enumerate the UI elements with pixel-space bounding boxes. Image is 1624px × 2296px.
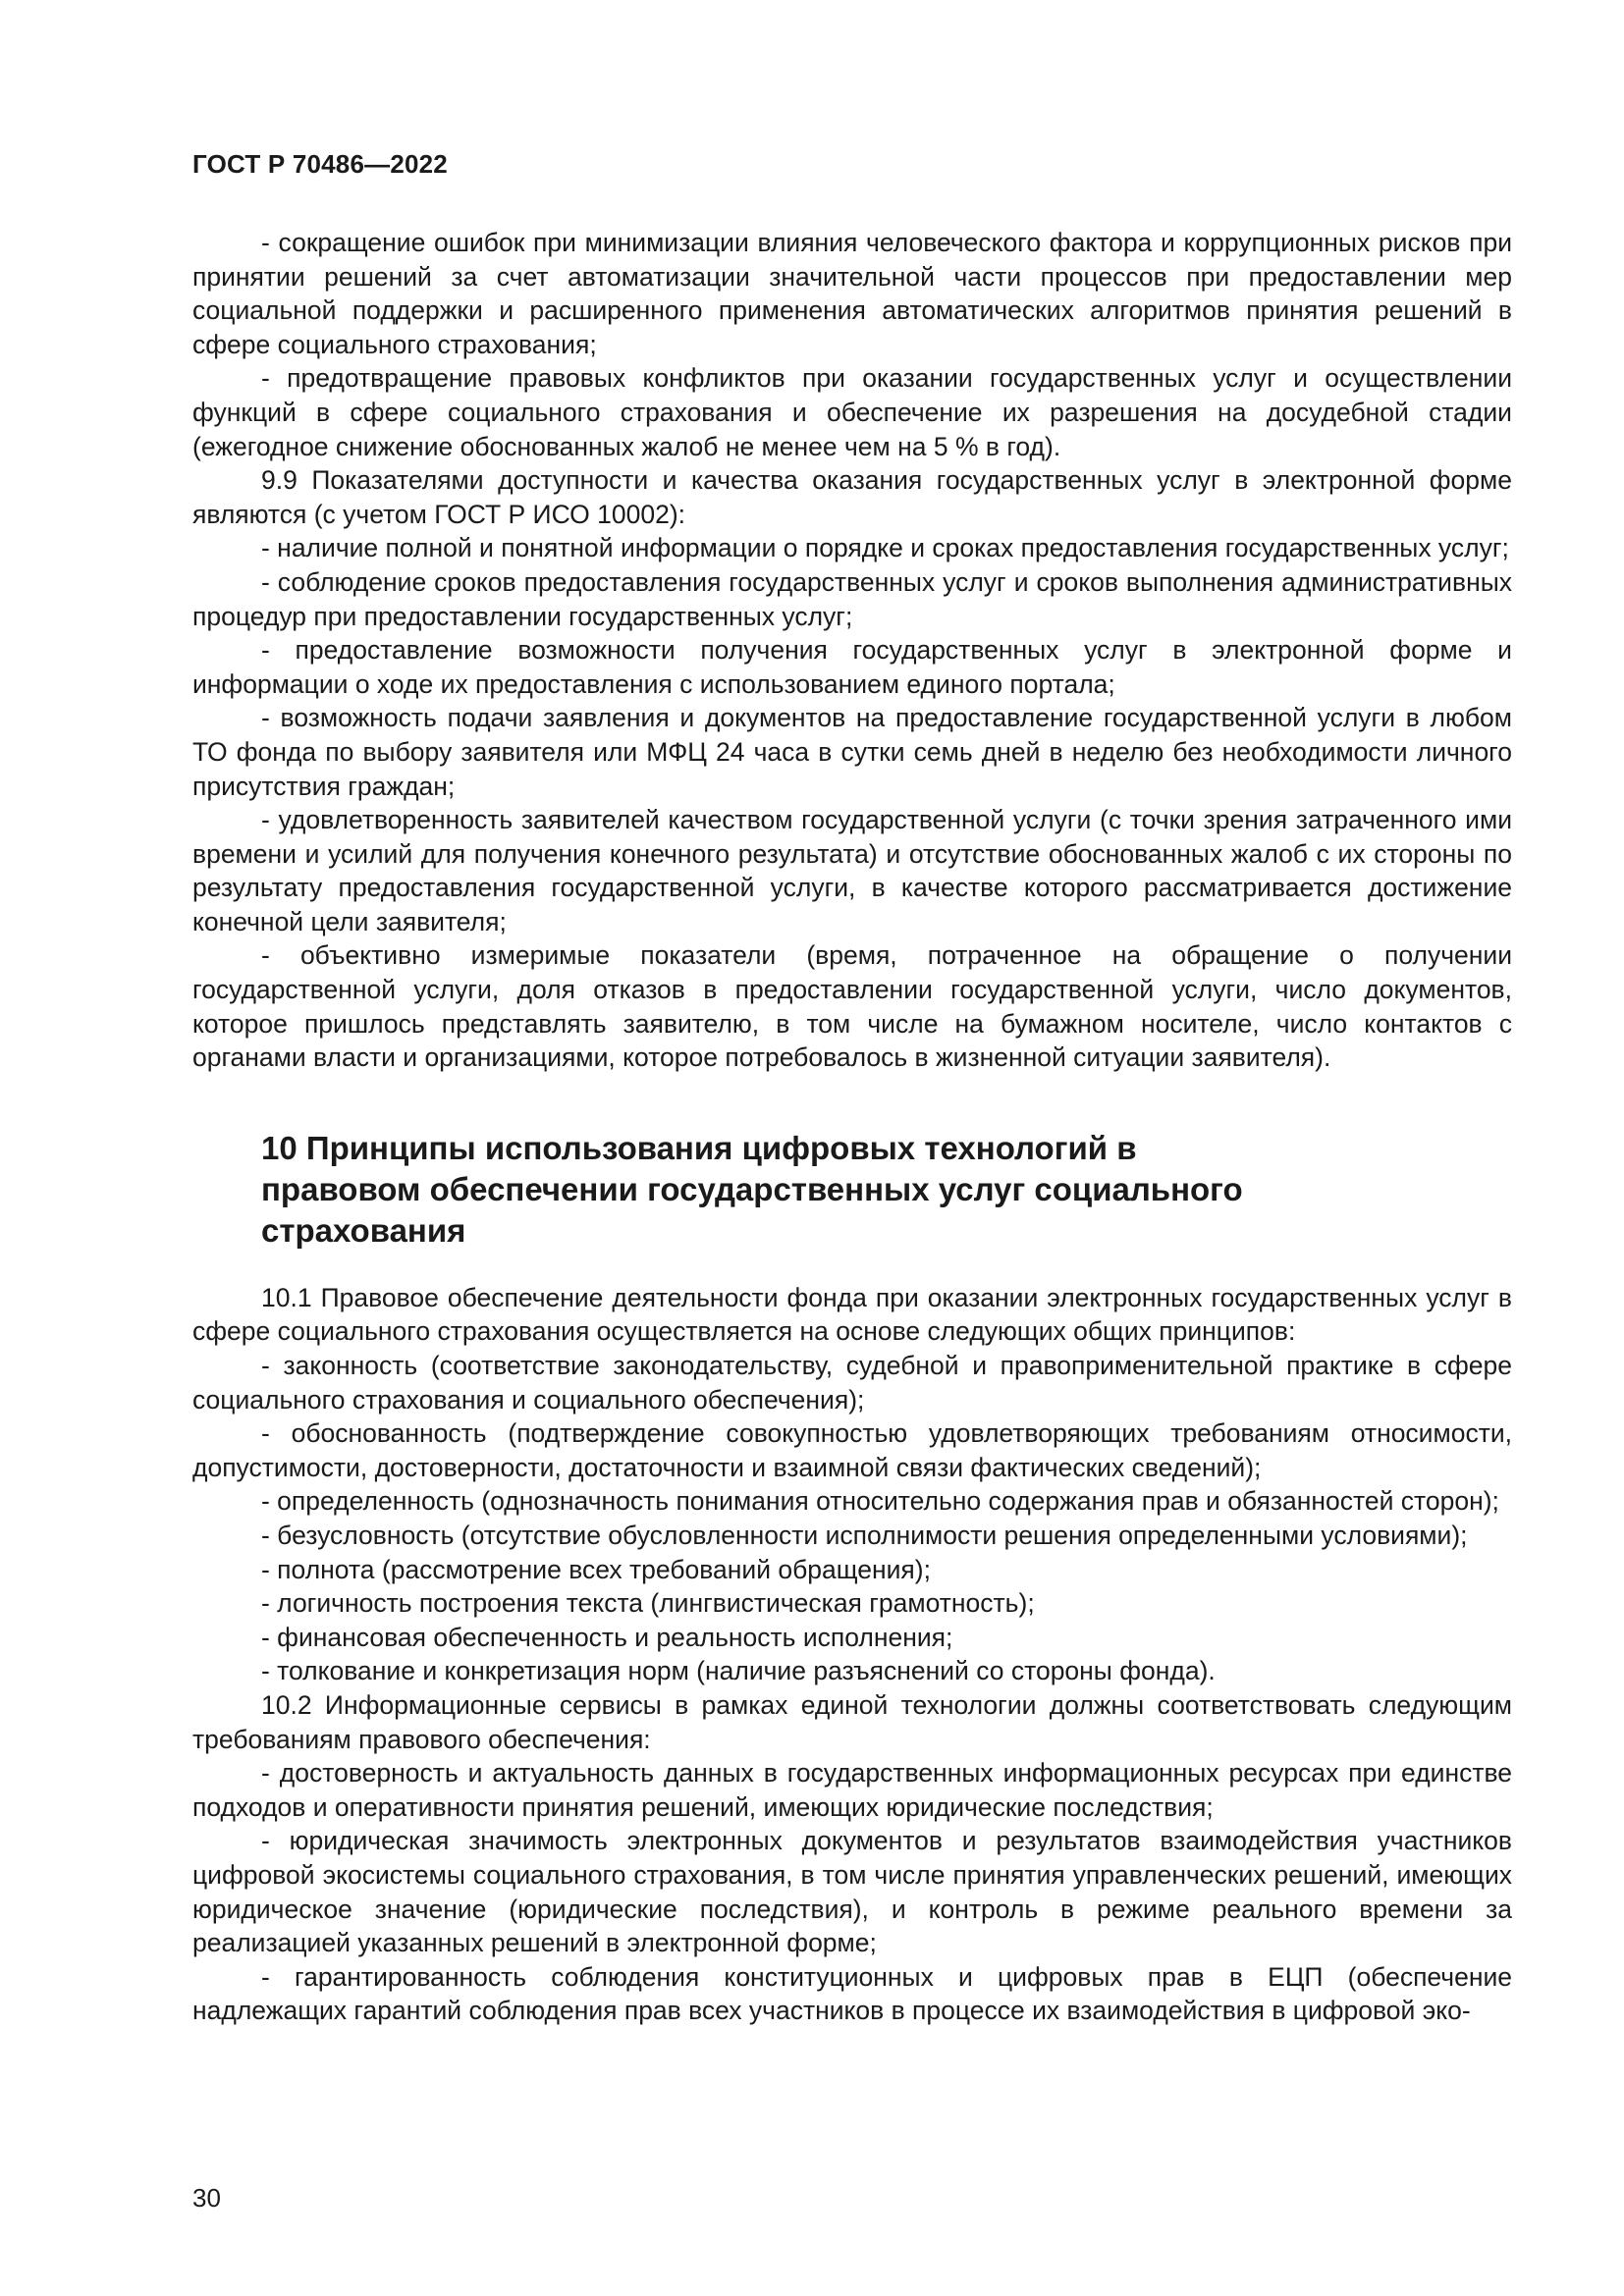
paragraph: - возможность подачи заявления и документов на предоставление государственной услуги в любом ТО фонда по выбору заявителя или МФЦ 24 часа в сутки семь дней в неделю без необходимости личного присутствия граждан;	[192, 703, 1512, 801]
paragraph: - объективно измеримые показатели (время, потраченное на обращение о получении государственной услуги, доля отказов в предоставлении государственной услуги, число документов, которое пришлось представлять заявителю, в том числе на бумажном носителе, число контактов с органами власти и организациями, которое потребовалось в жизненной ситуации заявителя).	[192, 940, 1512, 1073]
paragraph: - гарантированность соблюдения конституционных и цифровых прав в ЕЦП (обеспечение надлежащих гарантий соблюдения прав всех участников в процессе их взаимодействия в цифровой эко-	[192, 1961, 1512, 2026]
paragraph: - полнота (рассмотрение всех требований обращения);	[261, 1554, 931, 1584]
paragraph: - юридическая значимость электронных документов и результатов взаимодействия участников цифровой экосистемы социального страхования, в том числе принятия управленческих решений, имеющих юридическое значение (юридические последствия), и контроль в режиме реального времени за реализацией указанных решений в электронной форме;	[192, 1826, 1512, 1958]
paragraph: 10.1 Правовое обеспечение деятельности фонда при оказании электронных государственных услуг в сфере социального страхования осуществляется на основе следующих общих принципов:	[192, 1282, 1512, 1347]
paragraph: 9.9 Показателями доступности и качества оказания государственных услуг в электронной форме являются (с учетом ГОСТ Р ИСО 10002):	[192, 465, 1512, 529]
paragraph: - безусловность (отсутствие обусловленности исполнимости решения определенными условиями);	[261, 1521, 1468, 1550]
paragraph: - удовлетворенность заявителей качеством государственной услуги (с точки зрения затраченного ими времени и усилий для получения конечного результата) и отсутствие обоснованных жалоб с их стороны по результату предоставления государственной услуги, в качестве которого рассматривается достижение конечной цели заявителя;	[192, 805, 1512, 936]
paragraph: - сокращение ошибок при минимизации влияния человеческого фактора и коррупционных рисков при принятии решений за счет автоматизации значительной части процессов при предоставлении мер социальной поддержки и расширенного применения автоматических алгоритмов принятия решений в сфере социального страхования;	[192, 228, 1512, 359]
paragraph: - финансовая обеспеченность и реальность исполнения;	[261, 1622, 953, 1652]
page-body	[192, 226, 1512, 2028]
paragraph: - определенность (однозначность понимания относительно содержания прав и обязанностей сторон);	[261, 1486, 1499, 1517]
paragraph: - соблюдение сроков предоставления государственных услуг и сроков выполнения административных процедур при предоставлении государственных услуг;	[192, 566, 1512, 631]
page-number: 30	[192, 2183, 221, 2213]
paragraph: - законность (соответствие законодательству, судебной и правоприменительной практике в сфере социального страхования и социального обеспечения);	[192, 1351, 1512, 1415]
paragraph: - логичность построения текста (лингвистическая грамотность);	[261, 1588, 1035, 1619]
section-heading: 10 Принципы использования цифровых технологий в правовом обеспечении государственных услуг социального страхования	[261, 1129, 1243, 1249]
paragraph: - толкование и конкретизация норм (наличие разъяснений со стороны фонда).	[261, 1656, 1216, 1686]
paragraph: - наличие полной и понятной информации о порядке и сроках предоставления государственных услуг;	[261, 533, 1509, 563]
paragraph: - достоверность и актуальность данных в государственных информационных ресурсах при единстве подходов и оперативности принятия решений, имеющих юридические последствия;	[192, 1758, 1512, 1822]
paragraph: - обоснованность (подтверждение совокупностью удовлетворяющих требованиям относимости, допустимости, достоверности, достаточности и взаимной связи фактических сведений);	[192, 1418, 1512, 1482]
paragraph: - предотвращение правовых конфликтов при оказании государственных услуг и осуществлении функций в сфере социального страхования и обеспечение их разрешения на досудебной стадии (ежегодное снижение обоснованных жалоб не менее чем на 5 % в год).	[192, 363, 1512, 461]
document-header: ГОСТ Р 70486—2022	[192, 149, 448, 179]
paragraph: 10.2 Информационные сервисы в рамках единой технологии должны соответствовать следующим требованиям правового обеспечения:	[192, 1689, 1512, 1754]
paragraph: - предоставление возможности получения государственных услуг в электронной форме и информации о ходе их предоставления с использованием единого портала;	[192, 635, 1512, 699]
